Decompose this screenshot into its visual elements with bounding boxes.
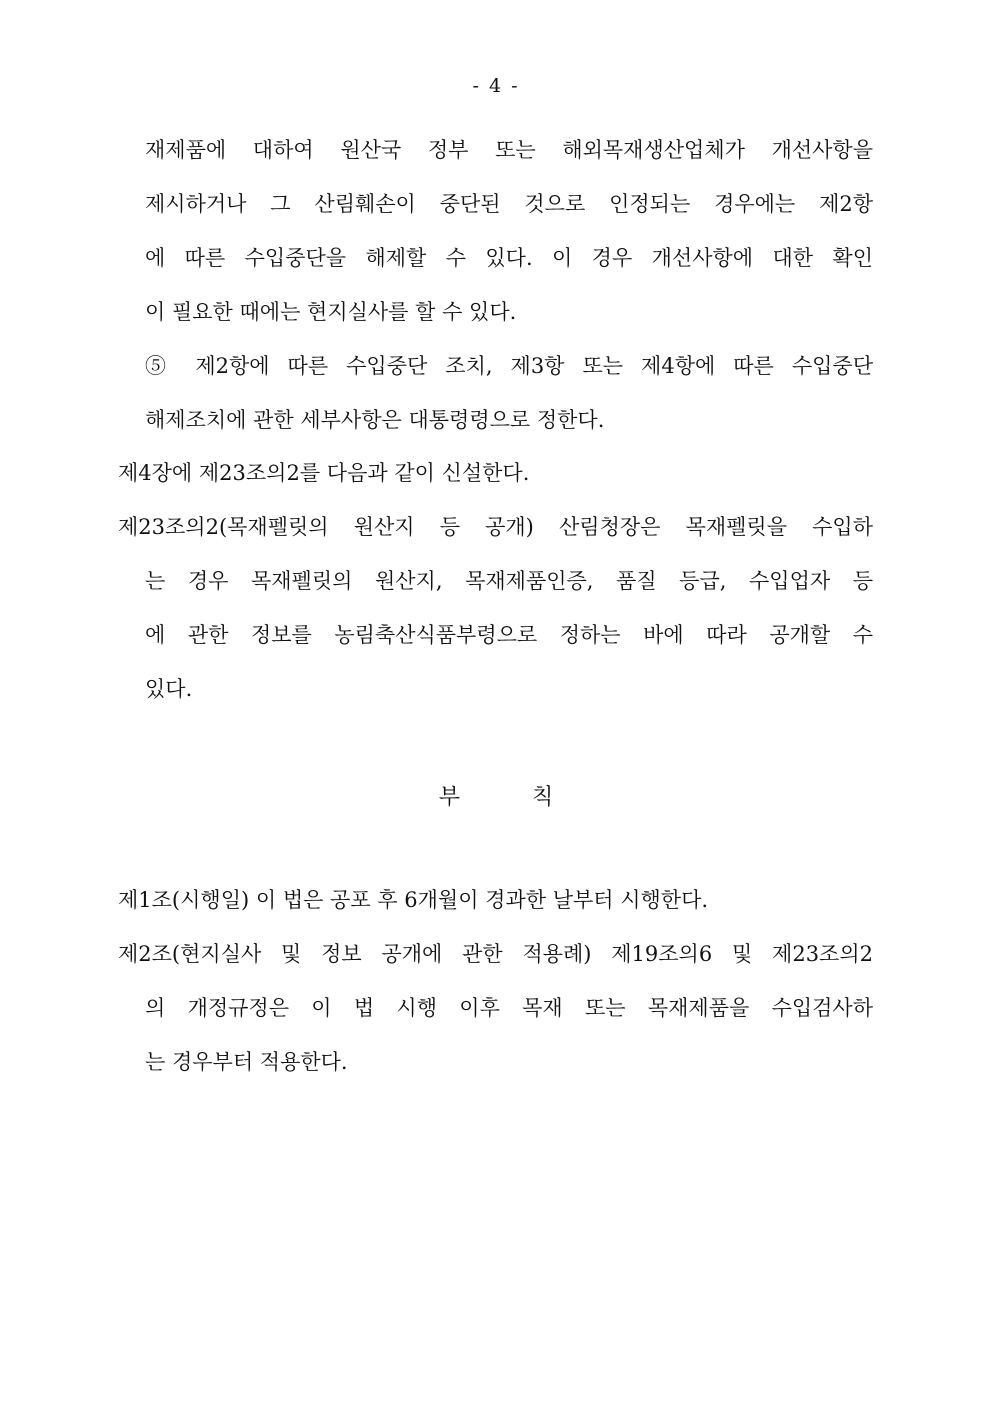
addenda-line: 는 경우부터 적용한다. — [145, 1050, 348, 1074]
addenda-line: 제2조(현지실사 및 정보 공개에 관한 적용례) 제19조의6 및 제23조의2 — [118, 942, 873, 966]
body-line: 에 따른 수입중단을 해제할 수 있다. 이 경우 개선사항에 대한 확인 — [145, 246, 873, 270]
body-line: 이 필요한 때에는 현지실사를 할 수 있다. — [145, 300, 517, 324]
body-line: 재제품에 대하여 원산국 정부 또는 해외목재생산업체가 개선사항을 — [145, 138, 873, 162]
addenda-line: 제1조(시행일) 이 법은 공포 후 6개월이 경과한 날부터 시행한다. — [118, 888, 709, 912]
addenda-line: 의 개정규정은 이 법 시행 이후 목재 또는 목재제품을 수입검사하 — [145, 996, 873, 1020]
body-line: 있다. — [145, 677, 193, 701]
body-line: 해제조치에 관한 세부사항은 대통령령으로 정한다. — [145, 408, 605, 432]
page-number: - 4 - — [472, 75, 520, 97]
body-line: 제시하거나 그 산림훼손이 중단된 것으로 인정되는 경우에는 제2항 — [145, 192, 873, 216]
body-line: 에 관한 정보를 농림축산식품부령으로 정하는 바에 따라 공개할 수 — [145, 623, 873, 647]
body-line: ⑤ 제2항에 따른 수입중단 조치, 제3항 또는 제4항에 따른 수입중단 — [145, 354, 873, 378]
body-line: 제4장에 제23조의2를 다음과 같이 신설한다. — [118, 461, 530, 485]
body-line: 제23조의2(목재펠릿의 원산지 등 공개) 산림청장은 목재펠릿을 수입하 — [118, 515, 873, 539]
addenda-title: 부칙 — [438, 785, 626, 810]
body-line: 는 경우 목재펠릿의 원산지, 목재제품인증, 품질 등급, 수입업자 등 — [145, 569, 873, 593]
